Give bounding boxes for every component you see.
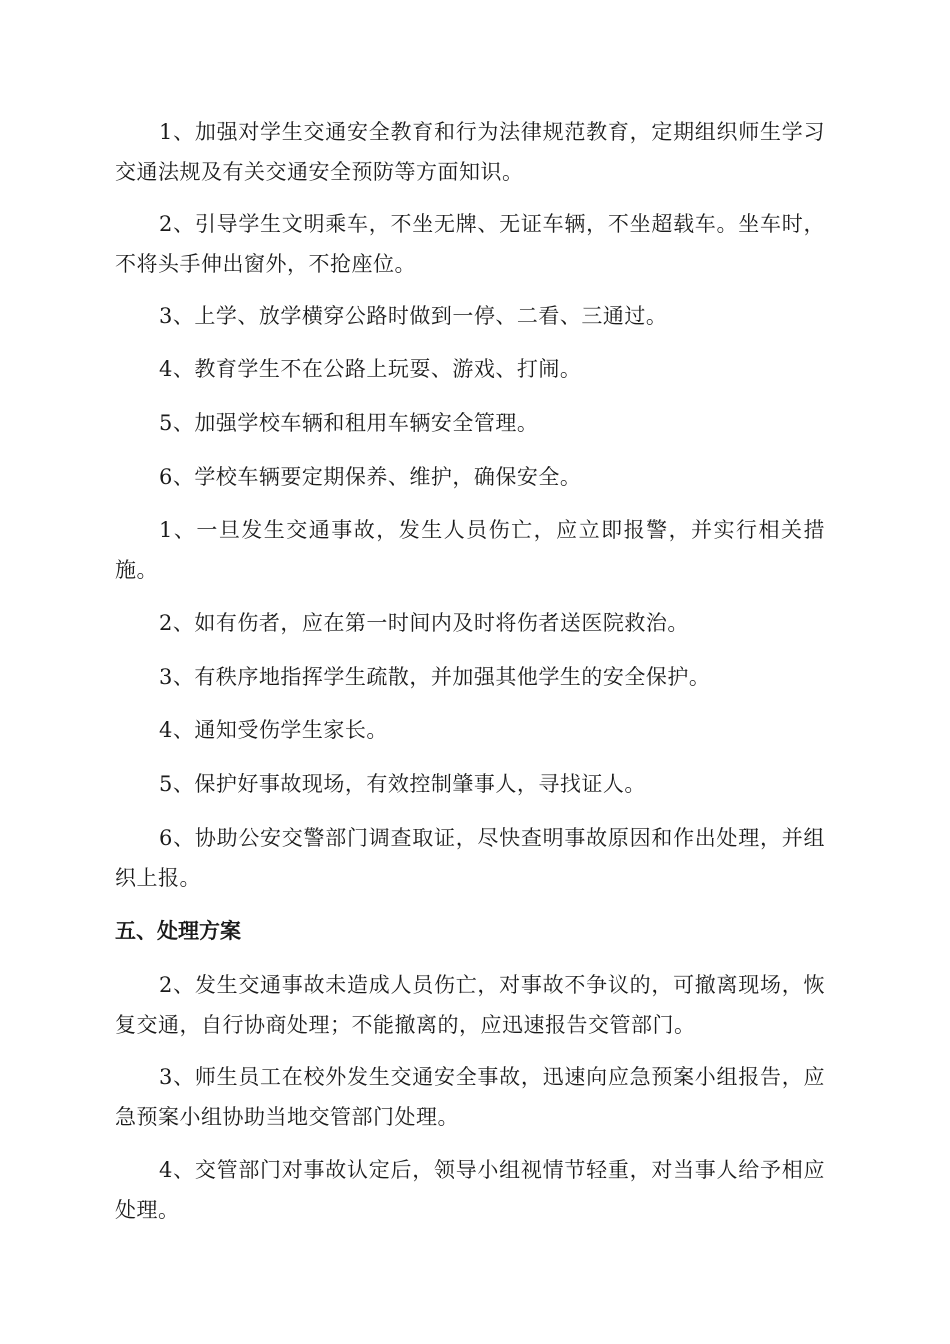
paragraph-emergency-5: 5、保护好事故现场，有效控制肇事人，寻找证人。: [159, 772, 646, 796]
paragraph-emergency-2: 2、如有伤者，应在第一时间内及时将伤者送医院救治。: [159, 611, 689, 635]
paragraph-handling-4: 4、交管部门对事故认定后，领导小组视情节轻重，对当事人给予相应处理。: [115, 1158, 825, 1222]
paragraph-emergency-6: 6、协助公安交警部门调查取证，尽快查明事故原因和作出处理，并组织上报。: [115, 826, 825, 890]
paragraph-handling-3: 3、师生员工在校外发生交通安全事故，迅速向应急预案小组报告，应急预案小组协助当地交管部门处理。: [115, 1065, 825, 1129]
paragraph-handling-2: 2、发生交通事故未造成人员伤亡，对事故不争议的，可撤离现场，恢复交通，自行协商处理；不能撤离的，应迅速报告交管部门。: [115, 973, 825, 1037]
paragraph-prevention-2: 2、引导学生文明乘车，不坐无牌、无证车辆，不坐超载车。坐车时，不将头手伸出窗外，不抢座位。: [115, 212, 825, 276]
paragraph-emergency-3: 3、有秩序地指挥学生疏散，并加强其他学生的安全保护。: [159, 665, 711, 689]
paragraph-prevention-6: 6、学校车辆要定期保养、维护，确保安全。: [159, 465, 582, 489]
paragraph-prevention-3: 3、上学、放学横穿公路时做到一停、二看、三通过。: [159, 304, 668, 328]
paragraph-emergency-4: 4、通知受伤学生家长。: [159, 718, 388, 742]
paragraph-prevention-5: 5、加强学校车辆和租用车辆安全管理。: [159, 411, 539, 435]
paragraph-emergency-1: 1、一旦发生交通事故，发生人员伤亡，应立即报警，并实行相关措施。: [115, 518, 825, 582]
section-heading: 五、处理方案: [115, 919, 241, 943]
paragraph-prevention-1: 1、加强对学生交通安全教育和行为法律规范教育，定期组织师生学习交通法规及有关交通安全预防等方面知识。: [115, 120, 825, 184]
paragraph-prevention-4: 4、教育学生不在公路上玩耍、游戏、打闹。: [159, 357, 582, 381]
